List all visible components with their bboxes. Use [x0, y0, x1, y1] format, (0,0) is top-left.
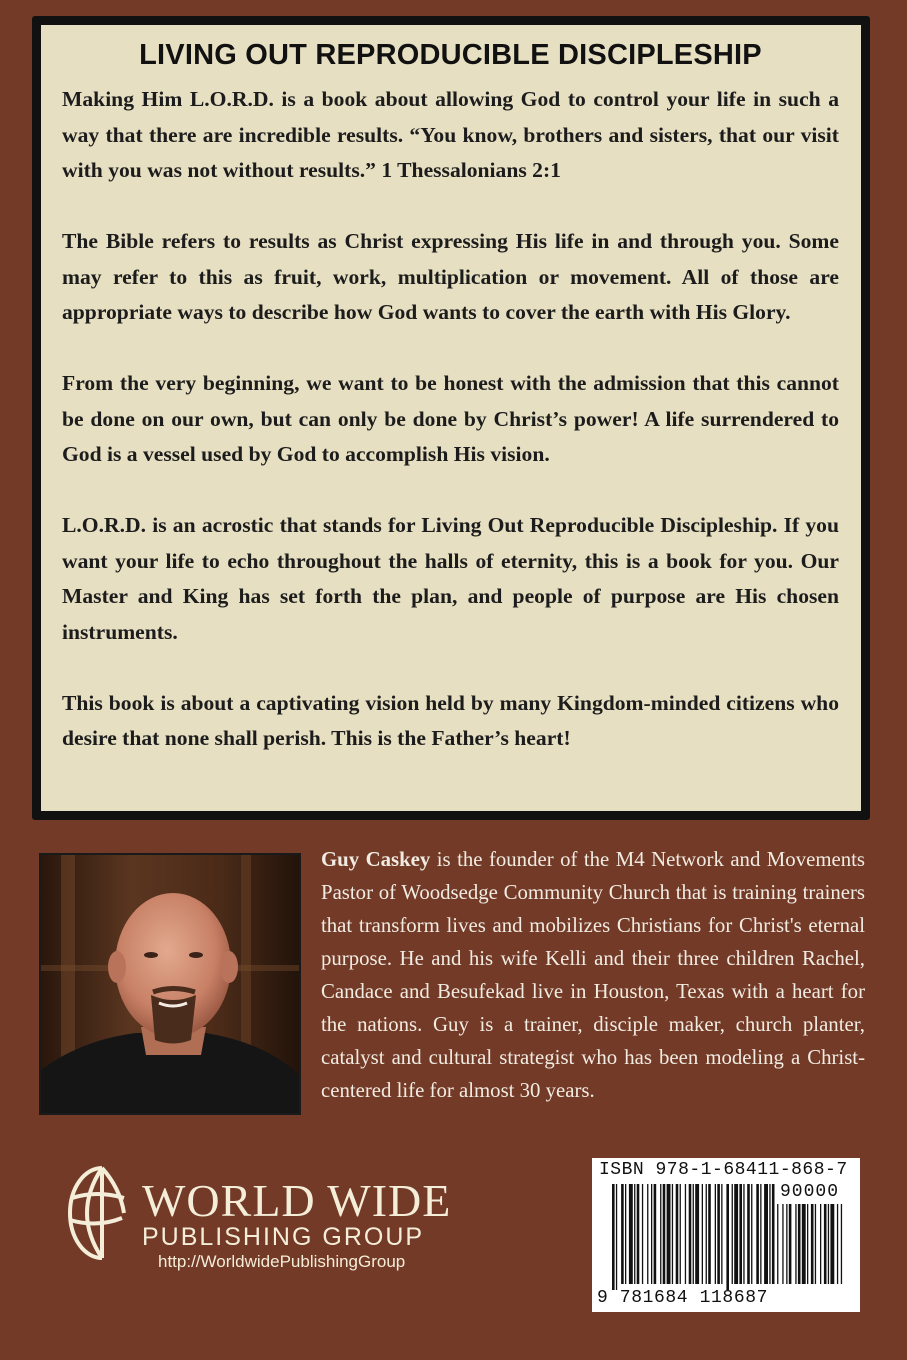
- barcode-bar: [663, 1184, 666, 1284]
- barcode-bar: [667, 1184, 671, 1284]
- barcode-bar: [651, 1184, 652, 1284]
- barcode-digits: 9 781684 118687: [597, 1288, 769, 1308]
- barcode-bar: [807, 1204, 808, 1284]
- barcode-bar: [743, 1184, 744, 1284]
- description-paragraph-3: From the very beginning, we want to be honest with the admission that this cannot be done on our own, but can only be done by Christ’s power! A life surrendered to God is a vessel used by God to accomplish His vision.: [62, 371, 839, 466]
- barcode-bar: [769, 1184, 770, 1284]
- author-photo: [39, 853, 301, 1115]
- barcode-bar: [708, 1184, 711, 1284]
- globe-icon: [62, 1158, 142, 1268]
- author-bio: [321, 843, 865, 1107]
- barcode-bar: [802, 1204, 806, 1284]
- barcode-bar: [717, 1184, 720, 1284]
- barcode-bar: [764, 1184, 768, 1284]
- barcode-bar: [693, 1184, 694, 1284]
- description-panel: [32, 16, 870, 820]
- barcode-bar: [734, 1184, 738, 1284]
- barcode-bar: [676, 1184, 679, 1284]
- description-paragraph-2: The Bible refers to results as Christ expressing His life in and through you. Some may refer to this as fruit, work, multiplication or movement. All of those are appropriate ways to describe how God wants to cover the earth with His Glory.: [62, 229, 839, 324]
- publisher-url: http://WorldwidePublishingGroup: [158, 1252, 406, 1271]
- barcode-bar: [756, 1184, 759, 1284]
- description-paragraph-1: Making Him L.O.R.D. is a book about allowing God to control your life in such a way that there are incredible results. “You know, brothers and sisters, that our visit with you was not without results.” 1 Thessalonians 2:1: [62, 87, 839, 182]
- barcode-bar: [811, 1204, 814, 1284]
- barcode-bar: [739, 1184, 742, 1284]
- barcode-bar: [702, 1184, 703, 1284]
- isbn-text: ISBN 978-1-68411-868-7: [599, 1160, 848, 1180]
- barcode-bar: [841, 1204, 842, 1284]
- description-paragraph-5: This book is about a captivating vision held by many Kingdom-minded citizens who desire that none shall perish. This is the Father’s heart!: [62, 690, 839, 750]
- barcode-bar: [685, 1184, 686, 1284]
- barcode-bar: [828, 1204, 829, 1284]
- barcode-bar: [637, 1184, 640, 1284]
- barcode-bar: [629, 1184, 633, 1284]
- barcode-bar: [798, 1204, 801, 1284]
- barcode-bar: [695, 1184, 699, 1284]
- author-name: Guy Caskey: [321, 848, 431, 871]
- back-cover-title: LIVING OUT REPRODUCIBLE DISCIPLESHIP: [139, 39, 762, 71]
- barcode-bar: [815, 1204, 816, 1284]
- barcode-bar: [715, 1184, 716, 1284]
- barcode-bar: [721, 1184, 722, 1284]
- barcode-bar: [680, 1184, 681, 1284]
- barcode-bar: [625, 1184, 626, 1284]
- barcode-bar: [732, 1184, 733, 1284]
- barcode-bar: [837, 1204, 838, 1284]
- barcode-bar: [726, 1184, 729, 1290]
- barcode-bar: [660, 1184, 661, 1284]
- barcode-bar: [621, 1184, 624, 1284]
- barcode-bar: [634, 1184, 635, 1284]
- barcode-bar: [672, 1184, 673, 1284]
- barcode-bar: [786, 1204, 787, 1284]
- barcode-bar: [654, 1184, 657, 1284]
- author-bio-text: is the founder of the M4 Network and Movements Pastor of Woodsedge Community Church that is training trainers that transform lives and mobilizes Christians for Christ's eternal purpose. He and his wife Kelli and their three children Rachel, Candace and Besufekad live in Houston, Texas with a heart for the nations. Guy is a trainer, disciple maker, church planter, catalyst and cultural strategist who has been modeling a Christ-centered life for almost 30 years.: [321, 848, 865, 1102]
- barcode-bar: [824, 1204, 827, 1284]
- barcode-bar: [795, 1204, 796, 1284]
- price-code: 90000: [780, 1182, 840, 1202]
- barcode-bar: [616, 1184, 617, 1290]
- barcode-bar: [751, 1184, 752, 1284]
- publisher-group: PUBLISHING GROUP: [142, 1223, 425, 1251]
- barcode-bar: [642, 1184, 643, 1284]
- barcode-bar: [772, 1184, 775, 1284]
- isbn-barcode: [592, 1158, 860, 1312]
- barcode-bar: [747, 1184, 750, 1284]
- publisher-logo: [62, 1158, 462, 1278]
- description-paragraph-4: L.O.R.D. is an acrostic that stands for Living Out Reproducible Discipleship. If you want your life to echo throughout the halls of eternity, this is a book for you. Our Master and King has set forth the plan, and people of purpose are His chosen instruments.: [62, 513, 839, 644]
- barcode-bar: [782, 1204, 783, 1284]
- barcode-bar: [789, 1204, 792, 1284]
- barcode-bar: [612, 1184, 615, 1290]
- publisher-name: WORLD WIDE: [142, 1175, 452, 1226]
- barcode-bar: [760, 1184, 761, 1284]
- barcode-bar: [647, 1184, 648, 1284]
- barcode-bar: [830, 1204, 834, 1284]
- barcode-bar: [777, 1204, 778, 1284]
- barcode-bar: [689, 1184, 692, 1284]
- barcode-bar: [820, 1204, 821, 1284]
- barcode-bar: [706, 1184, 707, 1284]
